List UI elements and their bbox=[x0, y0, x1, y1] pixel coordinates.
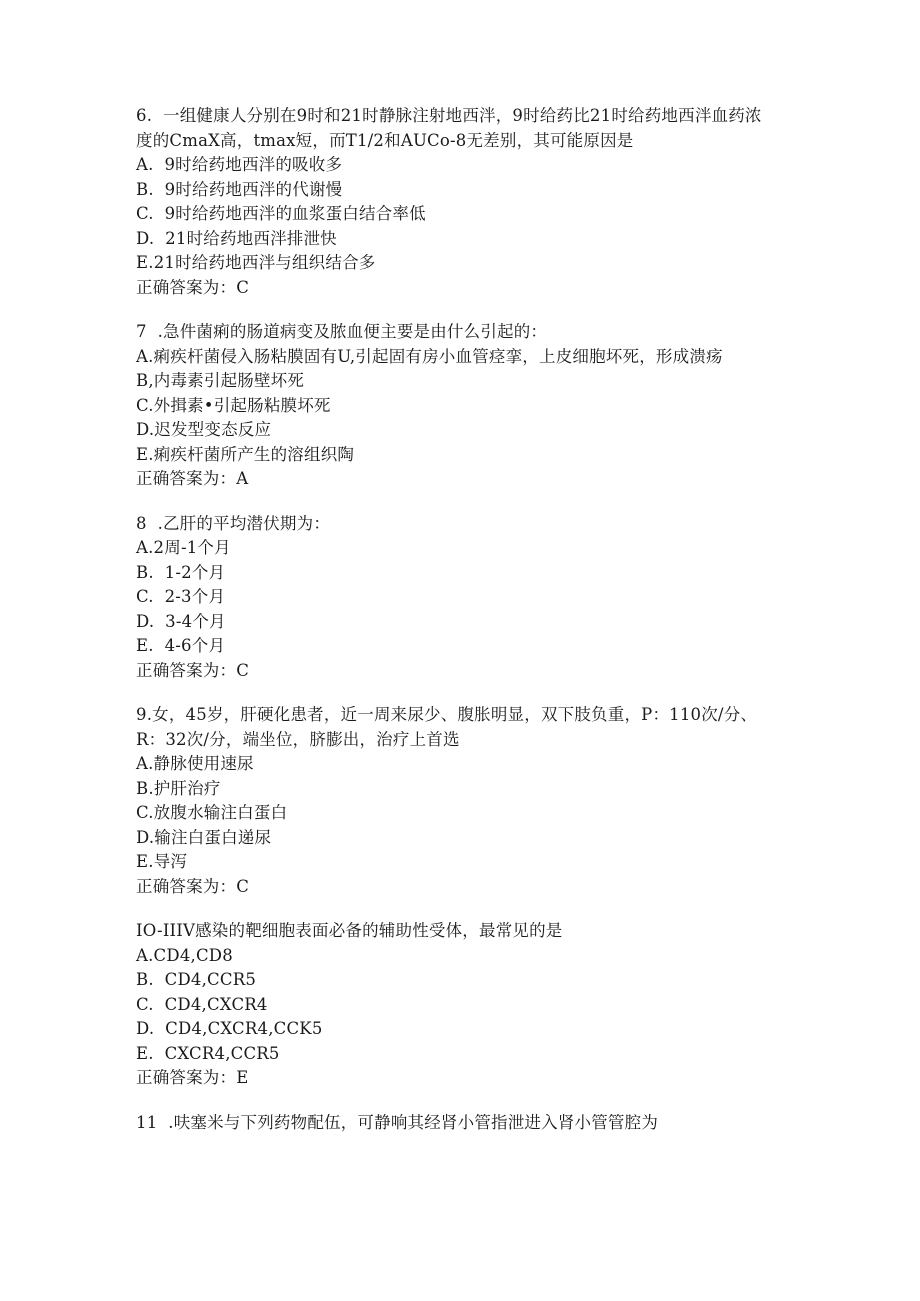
option-b: B.护肝治疗 bbox=[136, 778, 221, 798]
question-7 bbox=[136, 320, 786, 492]
option-d: D.输注白蛋白递尿 bbox=[136, 827, 272, 847]
option-a: A. 9时给药地西泮的吸收多 bbox=[136, 155, 343, 174]
option-e: E. 4-6个月 bbox=[136, 636, 226, 655]
option-b: B. 9时给药地西泮的代谢慢 bbox=[136, 179, 343, 199]
question-10 bbox=[136, 919, 786, 1091]
option-a: A.CD4,CD8 bbox=[136, 945, 233, 965]
option-d: D. 21时给药地西泮排泄快 bbox=[136, 228, 337, 248]
question-stem: 11 .呋塞米与下列药物配伍，可静响其经肾小管指泄进入肾小管管腔为 bbox=[136, 1112, 659, 1132]
option-e: E.痢疾杆菌所产生的溶组织陶 bbox=[136, 444, 355, 464]
option-b: B,内毒素引起肠壁坏死 bbox=[136, 371, 305, 390]
answer-line: 正确答案为：C bbox=[136, 876, 250, 896]
option-e: E.21时给药地西泮与组织结合多 bbox=[136, 253, 376, 272]
question-6 bbox=[136, 104, 786, 300]
option-a: A.2周-1个月 bbox=[136, 538, 231, 557]
question-stem: 9.女，45岁，肝硬化患者，近一周来尿少、腹胀明显，双下肢负重，P：110次/分、R：32次/分，端坐位，脐膨出，治疗上首选 bbox=[136, 705, 758, 749]
answer-line: 正确答案为：A bbox=[136, 469, 249, 488]
option-d: D.迟发型变态反应 bbox=[136, 420, 272, 439]
option-e: E. CXCR4,CCR5 bbox=[136, 1043, 280, 1063]
answer-line: 正确答案为：E bbox=[136, 1068, 249, 1087]
document-page bbox=[136, 104, 786, 1155]
answer-line: 正确答案为：C bbox=[136, 277, 250, 297]
question-stem: IO-IIIV感染的靶细胞表面必备的辅助性受体，最常见的是 bbox=[136, 921, 563, 940]
option-d: D. CD4,CXCR4,CCK5 bbox=[136, 1019, 323, 1038]
question-stem: 6. 一组健康人分别在9时和21时静脉注射地西泮，9时给药比21时给药地西泮血药浓度的CmaX高，tmax短，而T1/2和AUCo-8无差别，其可能原因是 bbox=[136, 106, 762, 150]
option-d: D. 3-4个月 bbox=[136, 611, 226, 631]
option-a: A.痢疾杆菌侵入肠粘膜固有U,引起固有房小血管痉挛，上皮细胞坏死，形成溃疡 bbox=[136, 346, 723, 366]
question-stem: 7 .急件菌痢的肠道病变及脓血便主要是由什么引起的： bbox=[136, 322, 548, 341]
question-stem: 8 .乙肝的平均潜伏期为： bbox=[136, 513, 331, 533]
question-11 bbox=[136, 1111, 786, 1136]
option-b: B. CD4,CCR5 bbox=[136, 970, 257, 989]
option-c: C. CD4,CXCR4 bbox=[136, 994, 268, 1014]
option-c: C. 2-3个月 bbox=[136, 587, 226, 606]
question-8 bbox=[136, 512, 786, 684]
option-a: A.静脉使用速尿 bbox=[136, 754, 254, 773]
question-9 bbox=[136, 703, 786, 899]
option-e: E.导泻 bbox=[136, 852, 188, 871]
option-c: C. 9时给药地西泮的血浆蛋白结合率低 bbox=[136, 204, 426, 223]
option-c: C.放腹水输注白蛋白 bbox=[136, 803, 288, 822]
option-c: C.外揖素•引起肠粘膜坏死 bbox=[136, 395, 331, 415]
answer-line: 正确答案为：C bbox=[136, 660, 250, 680]
option-b: B. 1-2个月 bbox=[136, 562, 226, 582]
